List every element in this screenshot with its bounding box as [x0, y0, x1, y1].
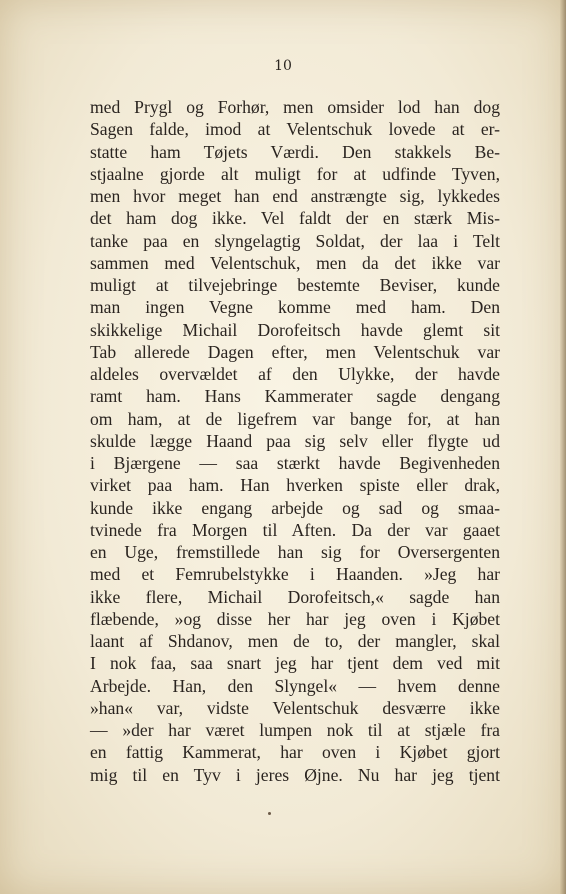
text-line: kunde ikke engang arbejde og sad og smaa-: [90, 497, 500, 518]
text-line: tanke paa en slyngelagtig Soldat, der laa i Telt: [90, 230, 500, 251]
text-line: »han« var, vidste Velentschuk desværre ikke: [90, 697, 500, 718]
text-line: med Prygl og Forhør, men omsider lod han dog: [90, 97, 500, 117]
text-line: — »der har været lumpen nok til at stjæle fra: [90, 720, 500, 740]
text-line: mig til en Tyv i jeres Øjne. Nu har jeg tjent: [90, 764, 500, 785]
text-line: man ingen Vegne komme med ham. Den: [90, 297, 500, 318]
text-line: tvinede fra Morgen til Aften. Da der var gaaet: [90, 519, 500, 540]
text-line: en Uge, fremstillede han sig for Oversergenten: [90, 542, 500, 562]
body-text: [90, 96, 500, 786]
text-line: om ham, at de ligefrem var bange for, at han: [90, 408, 500, 429]
text-line: aldeles overvældet af den Ulykke, der havde: [90, 364, 500, 384]
text-line: Tab allerede Dagen efter, men Velentschuk var: [90, 341, 500, 362]
text-line: det ham dog ikke. Vel faldt der en stærk Mis-: [90, 208, 500, 229]
text-line: laant af Shdanov, men de to, der mangler, skal: [90, 631, 500, 651]
text-line: men hvor meget han end anstrængte sig, lykkedes: [90, 186, 500, 206]
text-line: flæbende, »og disse her har jeg oven i Kjøbet: [90, 608, 500, 629]
text-line: ramt ham. Hans Kammerater sagde dengang: [90, 386, 500, 407]
text-line: I nok faa, saa snart jeg har tjent dem ved mit: [90, 653, 500, 674]
text-line: en fattig Kammerat, har oven i Kjøbet gjort: [90, 742, 500, 763]
text-line: i Bjærgene — saa stærkt havde Begivenheden: [90, 453, 500, 473]
text-line: skulde lægge Haand paa sig selv eller flygte ud: [90, 430, 500, 451]
text-line: statte ham Tøjets Værdi. Den stakkels Be-: [90, 141, 500, 162]
text-line: Sagen falde, imod at Velentschuk lovede at er-: [90, 119, 500, 140]
text-line: sammen med Velentschuk, men da det ikke var: [90, 252, 500, 273]
text-line: med et Femrubelstykke i Haanden. »Jeg har: [90, 564, 500, 585]
text-line: Arbejde. Han, den Slyngel« — hvem denne: [90, 675, 500, 696]
ink-speck: [268, 812, 271, 815]
text-line: virket paa ham. Han hverken spiste eller drak,: [90, 475, 500, 496]
text-line: ikke flere, Michail Dorofeitsch,« sagde han: [90, 586, 500, 607]
text-line: muligt at tilvejebringe bestemte Beviser, kunde: [90, 275, 500, 295]
text-line: skikkelige Michail Dorofeitsch havde glemt sit: [90, 319, 500, 340]
text-line: stjaalne gjorde alt muligt for at udfinde Tyven,: [90, 163, 500, 184]
page-edge: [560, 0, 566, 894]
page-number: 10: [274, 58, 292, 74]
